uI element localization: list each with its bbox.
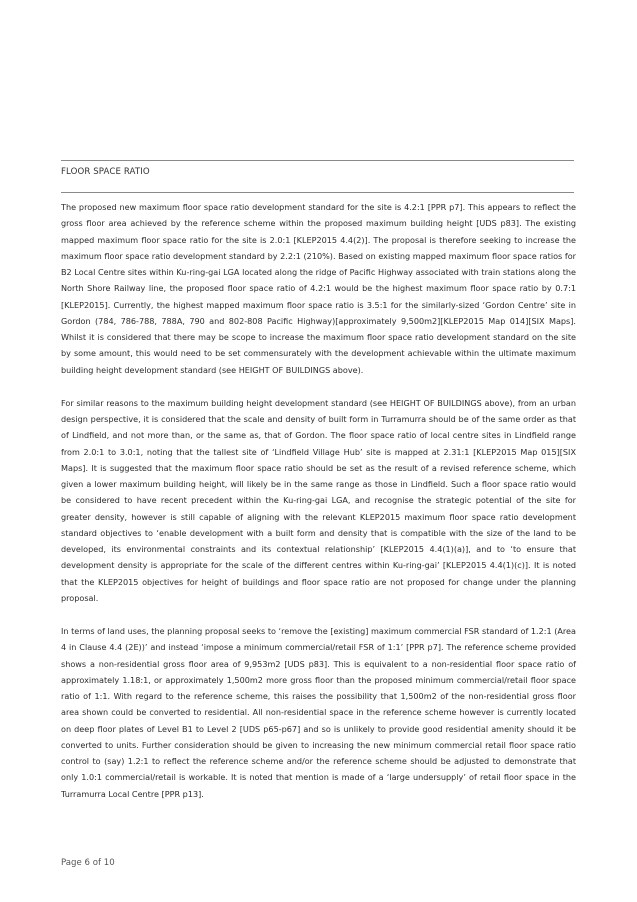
- paragraph-3: In terms of land uses, the planning proposal seeks to ‘remove the [existing] maximum commercial FSR standard of 1.2:1 (Area 4 in Clause 4.4 (2E))’ and instead ‘impose a minimum commercial/retail FSR of 1:1’ [PPR p7]. The reference scheme provided shows a non-residential gross floor area of 9,953m2 [UDS p83]. This is equivalent to a non-residential floor space ratio of approximately 1.18:1, or approximately 1,500m2 more gross floor than the proposed minimum commercial/retail floor space ratio of 1:1. With regard to the reference scheme, this raises the possibility that 1,500m2 of the non-residential gross floor area shown could be converted to residential. All non-residential space in the reference scheme however is currently located on deep floor plates of Level B1 to Level 2 [UDS p65-p67] and so is unlikely to provide good residential amenity should it be converted to units. Further consideration should be given to increasing the new minimum commercial retail floor space ratio control to (say) 1.2:1 to reflect the reference scheme and/or the reference scheme should be adjusted to demonstrate that only 1.0:1 commercial/retail is workable. It is noted that mention is made of a ‘large undersupply’ of retail floor space in the Turramurra Local Centre [PPR p13].: [61, 626, 576, 799]
- paragraph-2: For similar reasons to the maximum building height development standard (see HEIGHT OF BUILDINGS above), from an urban design perspective, it is considered that the scale and density of built form in Turramurra should be of the same order as that of Lindfield, and not more than, or the same as, that of Gordon. The floor space ratio of local centre sites in Lindfield range from 2.0:1 to 3.0:1, noting that the tallest site of ‘Lindfield Village Hub’ site is mapped at 2.31:1 [KLEP2015 Map 015][SIX Maps]. It is suggested that the maximum floor space ratio should be set as the result of a revised reference scheme, which given a lower maximum building height, will likely be in the same range as those in Lindfield. Such a floor space ratio would be considered to have recent precedent within the Ku-ring-gai LGA, and recognise the strategic potential of the site for greater density, however is still capable of aligning with the relevant KLEP2015 maximum floor space ratio development standard objectives to ‘enable development with a built form and density that is compatible with the size of the land to be developed, its environmental constraints and its contextual relationship’ [KLEP2015 4.4(1)(a)], and to ‘to ensure that development density is appropriate for the scale of the different centres within Ku-ring-gai’ [KLEP2015 4.4(1)(c)]. It is noted that the KLEP2015 objectives for height of buildings and floor space ratio are not proposed for change under the planning proposal.: [61, 397, 576, 603]
- paragraph-1: The proposed new maximum floor space ratio development standard for the site is 4.2:1 [PPR p7]. This appears to reflect the gross floor area achieved by the reference scheme within the proposed maximum building height [UDS p83]. The existing mapped maximum floor space ratio for the site is 2.0:1 [KLEP2015 4.4(2)]. The proposal is therefore seeking to increase the maximum floor space ratio development standard by 2.2:1 (210%). Based on existing mapped maximum floor space ratios for B2 Local Centre sites within Ku-ring-gai LGA located along the ridge of Pacific Highway associated with train stations along the North Shore Railway line, the proposed floor space ratio of 4.2:1 would be the highest maximum floor space ratio by 0.7:1 [KLEP2015]. Currently, the highest mapped maximum floor space ratio is 3.5:1 for the similarly-sized ‘Gordon Centre’ site in Gordon (784, 786-788, 788A, 790 and 802-808 Pacific Highway)[approximately 9,500m2][KLEP2015 Map 014][SIX Maps]. Whilst it is considered that there may be scope to increase the maximum floor space ratio development standard on the site by some amount, this would need to be set commensurately with the development achievable within the ultimate maximum building height development standard (see HEIGHT OF BUILDINGS above).: [61, 202, 576, 375]
- section-bottom-rule: [61, 192, 574, 193]
- section-heading: FLOOR SPACE RATIO: [61, 167, 150, 177]
- body-text: [61, 199, 576, 802]
- page-number: Page 6 of 10: [61, 858, 115, 868]
- section-top-rule: [61, 160, 574, 161]
